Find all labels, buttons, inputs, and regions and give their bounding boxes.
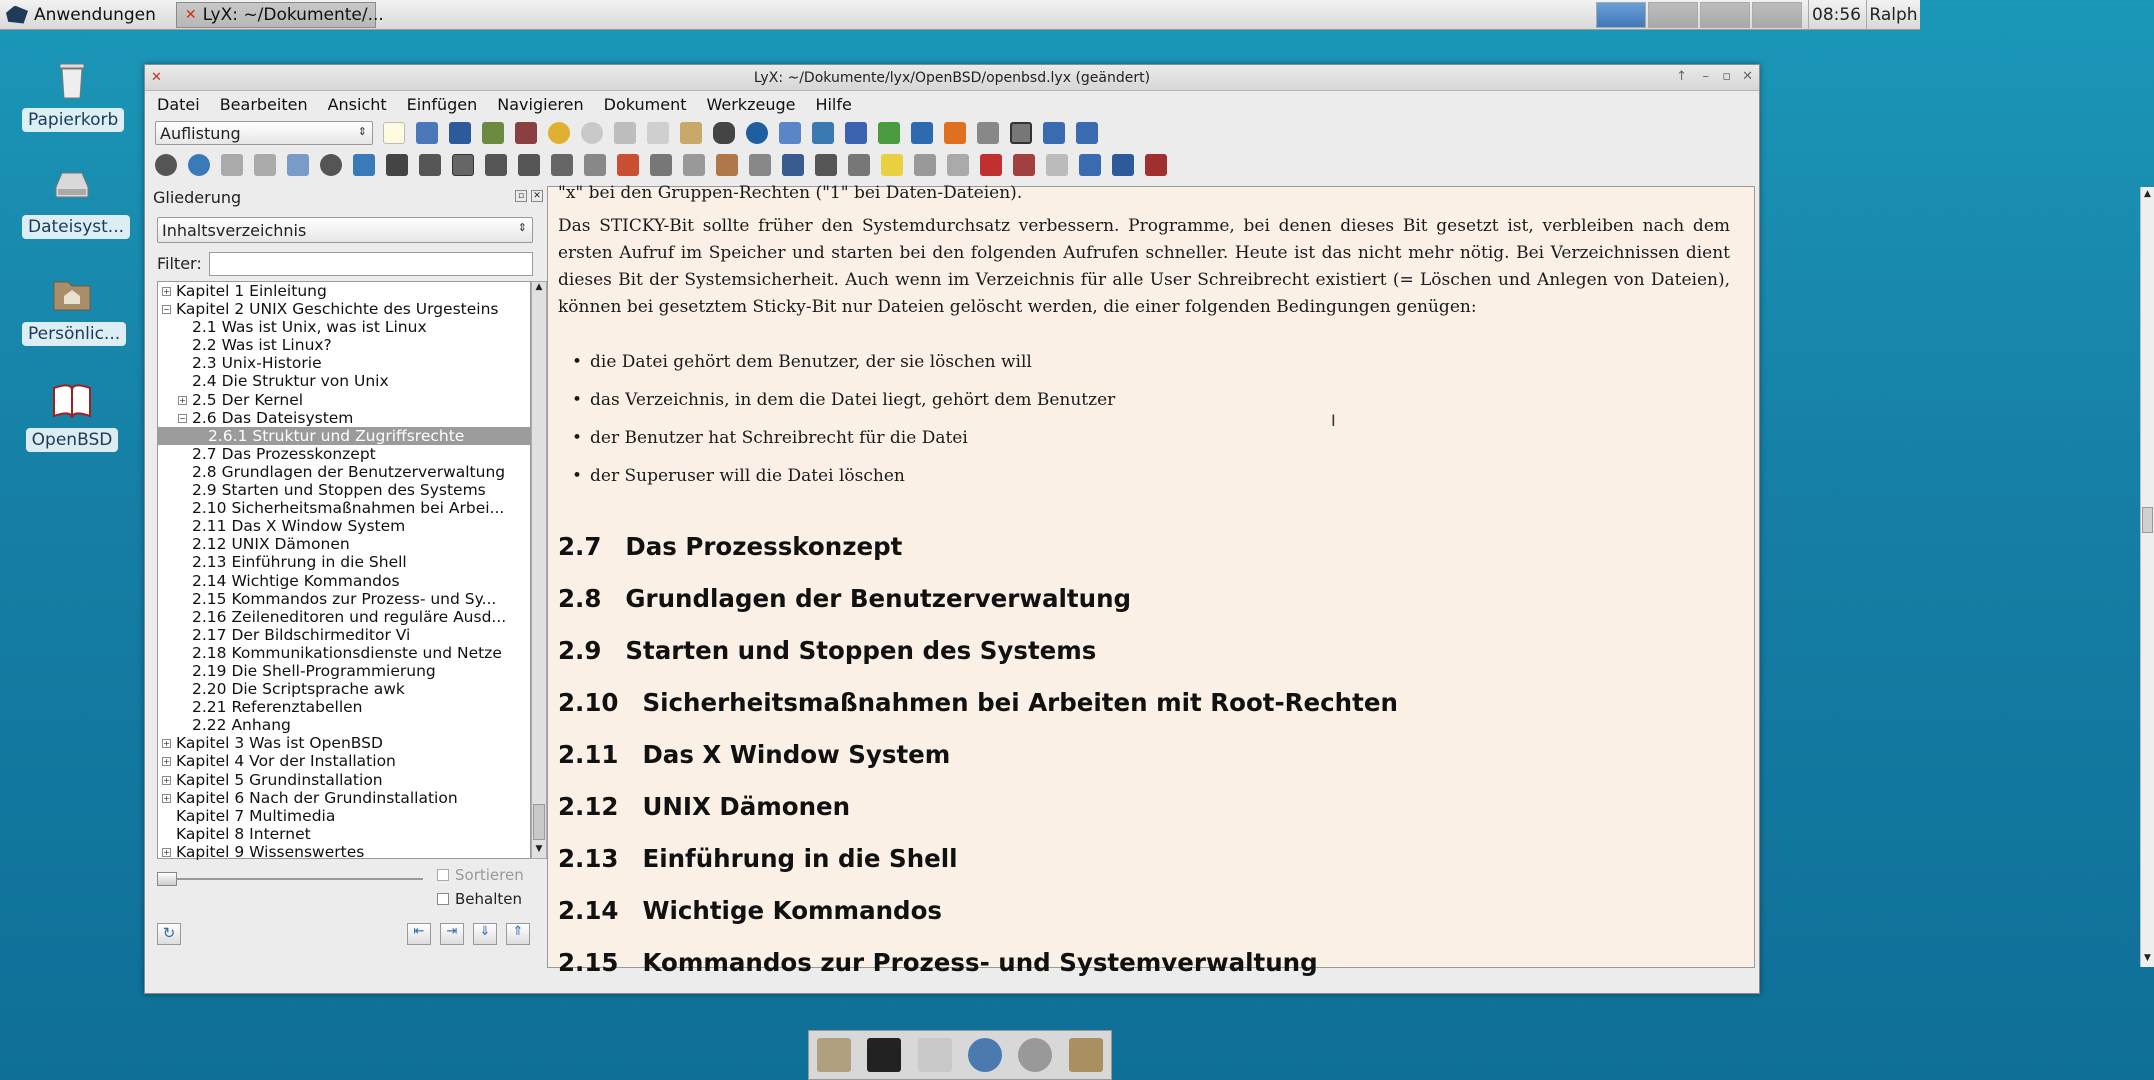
section-heading [558,948,1318,977]
outline-tree-item[interactable] [158,391,530,409]
outline-tree-item[interactable] [158,608,530,626]
scroll-up-icon[interactable]: ▲ [535,282,543,292]
section-title: Einführung in die Shell [642,844,958,873]
outline-item-label: 2.15 Kommandos zur Prozess- und Sy... [192,589,497,608]
outline-tree-item[interactable] [158,372,530,390]
expand-icon[interactable]: + [163,757,170,767]
outline-tree-item[interactable] [158,825,530,843]
outline-tree-item[interactable] [158,590,530,608]
window-up-icon[interactable]: ↑ [1676,69,1687,84]
line-break-icon[interactable] [1145,154,1167,176]
outline-tree-item[interactable] [158,734,530,752]
thesaurus-icon[interactable] [515,122,537,144]
menu-bearbeiten[interactable]: Bearbeiten [219,94,308,114]
section-heading [558,532,902,561]
terminal-icon[interactable] [867,1038,901,1072]
outline-item-label: Kapitel 4 Vor der Installation [176,752,396,771]
top-panel [0,0,1920,30]
save-icon[interactable] [449,122,471,144]
clock[interactable]: 08:56 [1808,0,1864,30]
outline-item-label: 2.8 Grundlagen der Benutzerverwaltung [192,462,506,481]
section-number: 2.15 [558,948,619,977]
undo-icon[interactable] [548,122,570,144]
change-case-icon[interactable] [878,122,900,144]
cut-icon[interactable] [614,122,636,144]
outline-tree-item[interactable] [158,499,530,517]
filter-label: Filter: [157,254,202,273]
scroll-down-icon[interactable]: ▼ [2144,953,2151,963]
section-number: 2.8 [558,584,602,613]
open-document-icon[interactable] [416,122,438,144]
sort-option[interactable] [437,866,524,884]
bullet-item: • der Benutzer hat Schreibrecht für die Datei [590,428,968,448]
desktop-icon-openbsd[interactable] [22,378,122,452]
lyx-window [144,64,2151,994]
new-document-icon[interactable] [383,122,405,144]
expand-icon[interactable]: + [163,793,170,803]
outline-tree-item[interactable] [158,553,530,571]
redo-icon[interactable] [581,122,603,144]
refresh-icon[interactable]: ↻ [157,923,181,945]
text-cursor-icon: I [1331,411,1336,430]
insert-box-icon[interactable] [914,154,936,176]
update-icon[interactable] [188,154,210,176]
demote-icon[interactable]: ⇥ [440,923,464,945]
outline-tree-item[interactable] [158,752,530,770]
section-title: Grundlagen der Benutzerverwaltung [625,584,1132,613]
insert-url-icon[interactable] [947,154,969,176]
outline-tree [157,281,531,859]
outline-item-label: 2.9 Starten und Stoppen des Systems [192,481,486,500]
section-heading [558,792,850,821]
paragraph-style-value: Auflistung [160,123,241,143]
window-title: LyX: ~/Dokumente/lyx/OpenBSD/openbsd.lyx (geändert) [753,69,1151,86]
scroll-thumb[interactable] [533,804,545,840]
task-label: LyX: ~/Dokumente/... [202,4,384,25]
window-titlebar[interactable] [145,65,1759,91]
insert-special-char-icon[interactable] [1079,154,1101,176]
section-heading [558,636,1096,665]
outline-tree-item[interactable] [158,481,530,499]
document-cut-line: "x" bei den Gruppen-Rechten ("1" bei Daten-Dateien). [558,183,1023,203]
menu-dokument[interactable]: Dokument [603,94,687,114]
outline-tree-item[interactable] [158,445,530,463]
filter-input[interactable] [209,252,533,276]
web-browser-icon[interactable] [968,1038,1002,1072]
insert-margin-note-icon[interactable] [848,154,870,176]
outline-item-label: 2.19 Die Shell-Programmierung [192,661,436,680]
workspace-2[interactable] [1648,2,1698,28]
drive-icon [50,165,94,209]
select-arrows-icon: ⇕ [517,221,527,234]
scroll-down-icon[interactable]: ▼ [535,844,543,854]
back-arrow-icon[interactable] [779,122,801,144]
outline-item-label: 2.1 Was ist Unix, was ist Linux [192,318,427,337]
book-icon [50,378,94,422]
document-paragraph: Das STICKY-Bit sollte früher den Systemdurchsatz verbessern. Programme, bei denen dieses Bit gesetzt ist, verbleiben nach dem ersten Aufruf im Speicher und starten bei den folgenden Aufrufen schneller. Heute ist das nicht mehr nötig. Bei Verzeichnissen dient dieses Bit der Systemsicherheit. Auch wenn im Verzeichnis für alle User Schreibrecht existiert (= Löschen und Anlegen von Dateien), können bei gesetztem Sticky-Bit nur Dateien gelöscht werden, die einer folgenden Bedingungen genügen: [558,216,1730,317]
outline-item-label: Kapitel 2 UNIX Geschichte des Urgesteins [176,300,499,319]
desktop-icon-trash[interactable] [22,58,122,132]
file-manager-icon[interactable] [918,1038,952,1072]
outline-tree-item[interactable] [158,463,530,481]
outline-item-label: 2.6.1 Struktur und Zugriffsrechte [208,426,465,445]
outline-item-label: Kapitel 5 Grundinstallation [176,770,383,789]
decrease-depth-icon[interactable] [584,154,606,176]
lyx-icon: ✕ [151,70,162,85]
math-panel-icon[interactable] [1043,122,1065,144]
outline-item-label: 2.18 Kommunikationsdienste und Netze [192,643,502,662]
applications-label: Anwendungen [34,4,156,25]
dock [808,1030,1112,1080]
outline-item-label: 2.21 Referenztabellen [192,698,363,717]
menu-einfuegen[interactable]: Einfügen [406,94,478,114]
find-replace-icon[interactable] [713,122,735,144]
secondary-toolbar [145,149,1759,181]
outline-item-label: 2.4 Die Struktur von Unix [192,372,389,391]
outline-scrollbar[interactable] [531,281,547,859]
expand-icon[interactable]: + [179,395,186,405]
outline-tree-item[interactable] [158,789,530,807]
lyx-icon: ✕ [184,6,197,23]
files-folder-icon[interactable] [817,1038,851,1072]
section-number: 2.7 [558,532,602,561]
align-right-icon[interactable] [485,154,507,176]
desktop-icon-label: Dateisyst... [22,215,130,239]
menu-hilfe[interactable]: Hilfe [815,94,852,114]
outline-item-label: Kapitel 6 Nach der Grundinstallation [176,788,458,807]
outline-tree-item[interactable] [158,535,530,553]
section-heading [558,688,1398,717]
outline-tree-item[interactable] [158,427,530,445]
slider-handle[interactable] [157,872,177,886]
section-heading [558,896,942,925]
menu-navigieren[interactable]: Navigieren [497,94,584,114]
menu-werkzeuge[interactable]: Werkzeuge [706,94,796,114]
promote-icon[interactable]: ⇤ [407,923,431,945]
section-number: 2.11 [558,740,619,769]
outline-item-label: Kapitel 9 Wissenswertes [176,842,365,861]
outline-panel [151,186,549,986]
section-number: 2.10 [558,688,619,717]
update-changes-icon[interactable] [353,154,375,176]
section-title: Das X Window System [642,740,951,769]
minimize-icon[interactable]: – [1702,69,1709,84]
outline-tree-item[interactable] [158,354,530,372]
copy-icon[interactable] [647,122,669,144]
collapse-icon[interactable]: − [179,413,186,423]
insert-hyperlink-icon[interactable] [1046,154,1068,176]
insert-label-icon[interactable] [683,154,705,176]
section-heading [558,844,958,873]
outline-item-label: 2.20 Die Scriptsprache awk [192,680,405,699]
view-changes-icon[interactable] [320,154,342,176]
main-toolbar [145,117,1759,149]
align-left-icon[interactable] [419,154,441,176]
text-style-icon[interactable] [812,122,834,144]
insert-tex-code-icon[interactable] [980,154,1002,176]
insert-table-icon[interactable] [977,122,999,144]
section-title: UNIX Dämonen [642,792,851,821]
font-icon[interactable] [845,122,867,144]
document-scrollbar[interactable] [2140,187,2154,967]
menu-ansicht[interactable]: Ansicht [327,94,387,114]
section-title: Starten und Stoppen des Systems [625,636,1097,665]
outline-item-label: Kapitel 3 Was ist OpenBSD [176,734,383,753]
section-title: Sicherheitsmaßnahmen bei Arbeiten mit Root-Rechten [642,688,1398,717]
scroll-thumb[interactable] [2142,507,2153,533]
select-arrows-icon: ⇕ [357,125,367,138]
section-number: 2.9 [558,636,602,665]
folder-icon[interactable] [1069,1038,1103,1072]
desktop-icon-home[interactable] [22,272,122,346]
expand-icon[interactable]: + [163,847,170,857]
bullet-item: • der Superuser will die Datei löschen [590,466,905,486]
workspace-4[interactable] [1752,2,1802,28]
outline-tree-item[interactable] [158,662,530,680]
scroll-up-icon[interactable]: ▲ [2144,189,2151,199]
desktop-icon-label: Persönlic... [22,322,126,346]
outline-header [151,186,549,208]
outline-tree-item[interactable] [158,807,530,825]
desktop-icon-label: OpenBSD [26,428,119,452]
mouse-logo-icon [6,6,28,24]
outline-item-label: 2.10 Sicherheitsmaßnahmen bei Arbei... [192,499,505,518]
outline-item-label: 2.16 Zeileneditoren und reguläre Ausd... [192,607,507,626]
outline-item-label: Kapitel 7 Multimedia [176,806,336,825]
outline-tree-item[interactable] [158,336,530,354]
section-heading [558,740,950,769]
outline-item-label: 2.17 Der Bildschirmeditor Vi [192,625,411,644]
outline-type-value: Inhaltsverzeichnis [162,220,307,240]
keep-label: Behalten [455,890,523,908]
section-title: Das Prozesskonzept [625,532,903,561]
outline-tree-item[interactable] [158,409,530,427]
outline-item-label: 2.11 Das X Window System [192,517,406,536]
outline-item-label: 2.7 Das Prozesskonzept [192,444,376,463]
keep-checkbox[interactable] [437,893,449,905]
outline-title: Gliederung [153,187,242,207]
desktop-icon-filesystem[interactable] [22,165,125,239]
maximize-icon[interactable]: ▫ [1722,69,1731,84]
collapse-icon[interactable]: − [163,305,170,315]
view-icon[interactable] [155,154,177,176]
justify-icon[interactable] [518,154,540,176]
outline-item-label: 2.22 Anhang [192,716,291,735]
increase-depth-icon[interactable] [551,154,573,176]
section-title: Wichtige Kommandos [642,896,943,925]
paragraph-style-select[interactable] [155,121,373,145]
taskbar-lyx-task[interactable] [176,2,384,28]
toggle-toolbar-icon[interactable] [1010,122,1032,144]
search-icon[interactable] [1018,1038,1052,1072]
math-sigma-icon[interactable] [911,122,933,144]
view-master-icon[interactable] [221,154,243,176]
outline-type-select[interactable] [157,217,533,243]
insert-index-icon[interactable] [782,154,804,176]
menubar [145,91,1759,117]
section-heading [558,584,1131,613]
outline-item-label: 2.3 Unix-Historie [192,354,322,373]
table-panel-icon[interactable] [1076,122,1098,144]
update-master-icon[interactable] [254,154,276,176]
outline-tree-item[interactable] [158,680,530,698]
insert-note-icon[interactable] [881,154,903,176]
outline-tree-item[interactable] [158,644,530,662]
align-center-icon[interactable] [452,154,474,176]
export-icon[interactable] [287,154,309,176]
outline-tree-item[interactable] [158,843,530,861]
insert-footnote-icon[interactable] [815,154,837,176]
outline-tree-item[interactable] [158,626,530,644]
workspace-3[interactable] [1700,2,1750,28]
move-down-icon[interactable]: ⇓ [473,923,497,945]
sort-label: Sortieren [455,866,524,884]
document-area[interactable] [547,183,2151,977]
outline-item-label: 2.2 Was ist Linux? [192,336,332,355]
outline-tree-item[interactable] [158,771,530,789]
insert-graphics-icon[interactable] [944,122,966,144]
outline-item-label: 2.12 UNIX Dämonen [192,535,350,554]
outline-item-label: 2.5 Der Kernel [192,390,304,409]
align-default-icon[interactable] [386,154,408,176]
menu-datei[interactable]: Datei [157,94,200,114]
outline-item-label: 2.13 Einführung in die Shell [192,553,407,572]
expand-icon[interactable]: + [163,739,170,749]
bullet-item: • die Datei gehört dem Benutzer, der sie löschen will [590,352,1032,372]
depth-slider[interactable] [157,878,423,880]
outline-tree-item[interactable] [158,716,530,734]
outline-tree-item[interactable] [158,300,530,318]
outline-tree-item[interactable] [158,282,530,300]
insert-table-float-icon[interactable] [650,154,672,176]
sort-checkbox[interactable] [437,869,449,881]
spellcheck-icon[interactable] [482,122,504,144]
workspace-1[interactable] [1596,2,1646,28]
user-menu[interactable]: Ralph [1866,0,1920,30]
move-up-icon[interactable]: ⇑ [506,923,530,945]
outline-item-label: Kapitel 8 Internet [176,824,311,843]
paste-icon[interactable] [680,122,702,144]
outline-tree-item[interactable] [158,517,530,535]
search-icon[interactable] [746,122,768,144]
outline-item-label: 2.6 Das Dateisystem [192,408,354,427]
expand-icon[interactable]: + [163,287,170,296]
close-panel-icon[interactable]: ✕ [531,190,543,202]
keep-option[interactable] [437,890,522,908]
section-title: Kommandos zur Prozess- und Systemverwaltung [642,948,1318,977]
outline-item-label: 2.14 Wichtige Kommandos [192,571,400,590]
insert-citation-icon[interactable] [749,154,771,176]
bullet-item: • das Verzeichnis, in dem die Datei liegt, gehört dem Benutzer [590,390,1115,410]
section-number: 2.13 [558,844,619,873]
section-number: 2.12 [558,792,619,821]
expand-icon[interactable]: + [163,775,170,785]
applications-menu[interactable] [0,0,162,30]
float-panel-icon[interactable]: ▫ [515,190,527,202]
outline-item-label: Kapitel 1 Einleitung [176,282,327,300]
insert-cross-reference-icon[interactable] [716,154,738,176]
insert-figure-icon[interactable] [617,154,639,176]
outline-tree-item[interactable] [158,698,530,716]
outline-tree-item[interactable] [158,318,530,336]
insert-math-icon[interactable] [1013,154,1035,176]
trash-icon [50,58,94,102]
close-icon[interactable]: ✕ [1742,69,1753,84]
desktop-icon-label: Papierkorb [22,108,124,132]
paragraph-settings-icon[interactable] [1112,154,1134,176]
home-folder-icon [50,272,94,316]
section-number: 2.14 [558,896,619,925]
outline-tree-item[interactable] [158,572,530,590]
